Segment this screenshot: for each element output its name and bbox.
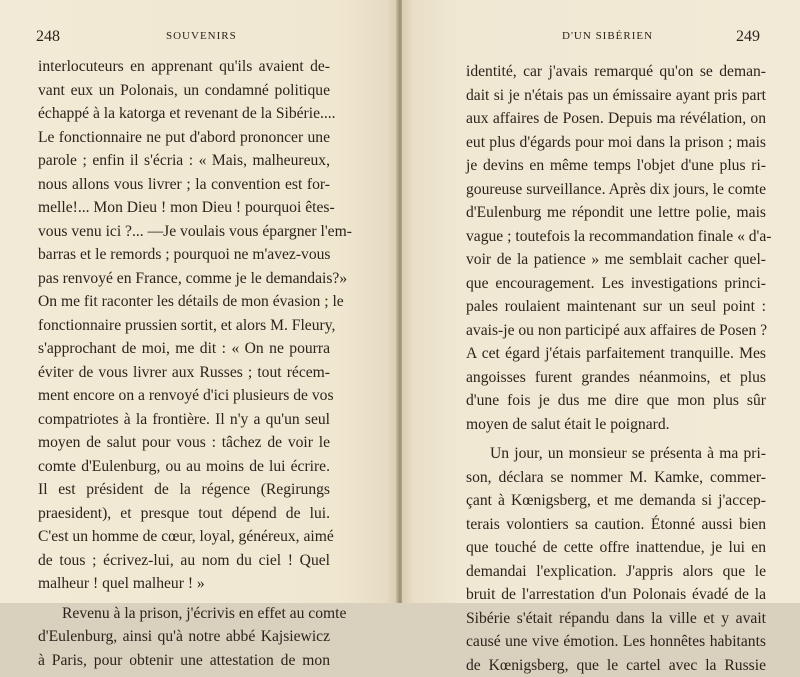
text-line: échappé à la katorga et revenant de la Sibérie.... — [38, 102, 330, 126]
text-line: Le fonctionnaire ne put d'abord prononcer une — [38, 126, 330, 150]
text-line: je devins en même temps l'objet d'une plus ri- — [466, 154, 766, 178]
text-line: parole ; enfin il s'écria : « Mais, malheureux, — [38, 149, 330, 173]
text-line: s'approchant de moi, me dit : « On ne pourra — [38, 337, 330, 361]
right-page — [402, 0, 800, 603]
text-line: d'Eulenburg me répondit une lettre polie, mais — [466, 201, 766, 225]
text-line: son, déclara se nommer M. Kamke, commer- — [466, 466, 766, 490]
text-line: vous venu ici ?... —Je voulais vous épargner l'em- — [38, 220, 330, 244]
text-line: Un jour, un monsieur se présenta à ma pri- — [466, 442, 766, 466]
text-line: de tous ; écrivez-lui, au nom du ciel ! Quel — [38, 549, 330, 573]
text-line: comte d'Eulenburg, ou au moins de lui écrire. — [38, 455, 330, 479]
text-line: bruit de l'arrestation d'un Polonais évadé de la — [466, 583, 766, 607]
right-page-number: 249 — [736, 28, 760, 46]
text-line: praesident), et presque tout dépend de lui. — [38, 502, 330, 526]
left-page-number: 248 — [36, 28, 60, 46]
text-line: aux affaires de Posen. Depuis ma révélation, on — [466, 107, 766, 131]
text-line: eut plus d'égards pour moi dans la prison ; mais — [466, 131, 766, 155]
right-page-text — [466, 60, 766, 677]
text-line: compatriotes à la frontière. Il n'y a qu'un seul — [38, 408, 330, 432]
text-line: barras et le remords ; pourquoi ne m'avez-vous — [38, 243, 330, 267]
text-line: avais-je ou non participé aux affaires de Posen ? — [466, 319, 766, 343]
text-line: A cet égard j'étais parfaitement tranquille. Mes — [466, 342, 766, 366]
text-line: Sibérie s'était répandu dans la ville et y avait — [466, 607, 766, 631]
right-running-head: D'UN SIBÉRIEN — [562, 30, 653, 42]
text-line: melle!... Mon Dieu ! mon Dieu ! pourquoi êtes- — [38, 196, 330, 220]
text-line: pas renvoyé en France, comme je le demandais?» — [38, 267, 330, 291]
text-line: causé une vive émotion. Les honnêtes habitants — [466, 630, 766, 654]
text-line: interlocuteurs en apprenant qu'ils avaient de- — [38, 55, 330, 79]
text-line: moyen de salut pour vous : tâchez de voir le — [38, 431, 330, 455]
text-line: goureuse surveillance. Après dix jours, le comte — [466, 178, 766, 202]
text-line: C'est un homme de cœur, loyal, généreux, aimé — [38, 525, 330, 549]
text-line: Il est président de la régence (Regirungs — [38, 478, 330, 502]
text-line: demandai l'explication. J'appris alors que le — [466, 560, 766, 584]
text-line: çant à Kœnigsberg, et me demanda si j'accep- — [466, 489, 766, 513]
text-line: angoisses furent grandes néanmoins, et plus — [466, 366, 766, 390]
text-line: d'une fois je dus me dire que mon plus sûr — [466, 389, 766, 413]
text-line: identité, car j'avais remarqué qu'on se deman- — [466, 60, 766, 84]
text-line: que touché de cette offre inattendue, je lui en — [466, 536, 766, 560]
text-line: voir de la patience » me semblait cacher quel- — [466, 248, 766, 272]
text-line: pales roulaient maintenant sur un seul point : — [466, 295, 766, 319]
text-line: ment encore on a renvoyé d'ici plusieurs de vos — [38, 384, 330, 408]
text-line: vague ; toutefois la recommandation finale « d'a- — [466, 225, 766, 249]
text-line: Revenu à la prison, j'écrivis en effet au comte — [38, 602, 330, 626]
text-line: terais volontiers sa caution. Étonné aussi bien — [466, 513, 766, 537]
text-line: de Kœnigsberg, que le cartel avec la Russie — [466, 654, 766, 677]
text-line: que encouragement. Les investigations princi- — [466, 272, 766, 296]
text-line: d'Eulenburg, ainsi qu'à notre abbé Kajsiewicz — [38, 625, 330, 649]
left-page-text — [38, 55, 330, 672]
text-line: vant eux un Polonais, un condamné politique — [38, 79, 330, 103]
text-line: nous allons vous livrer ; la convention est for- — [38, 173, 330, 197]
text-line: dait si je n'étais pas un émissaire ayant pris part — [466, 84, 766, 108]
text-line: malheur ! quel malheur ! » — [38, 572, 330, 596]
text-line: moyen de salut était le poignard. — [466, 413, 766, 437]
text-line: éviter de vous livrer aux Russes ; tout récem- — [38, 361, 330, 385]
text-line: On me fit raconter les détails de mon évasion ; le — [38, 290, 330, 314]
left-page — [0, 0, 398, 603]
text-line: fonctionnaire prussien sortit, et alors M. Fleury, — [38, 314, 330, 338]
text-line: à Paris, pour obtenir une attestation de mon — [38, 649, 330, 673]
left-running-head: SOUVENIRS — [166, 30, 237, 42]
